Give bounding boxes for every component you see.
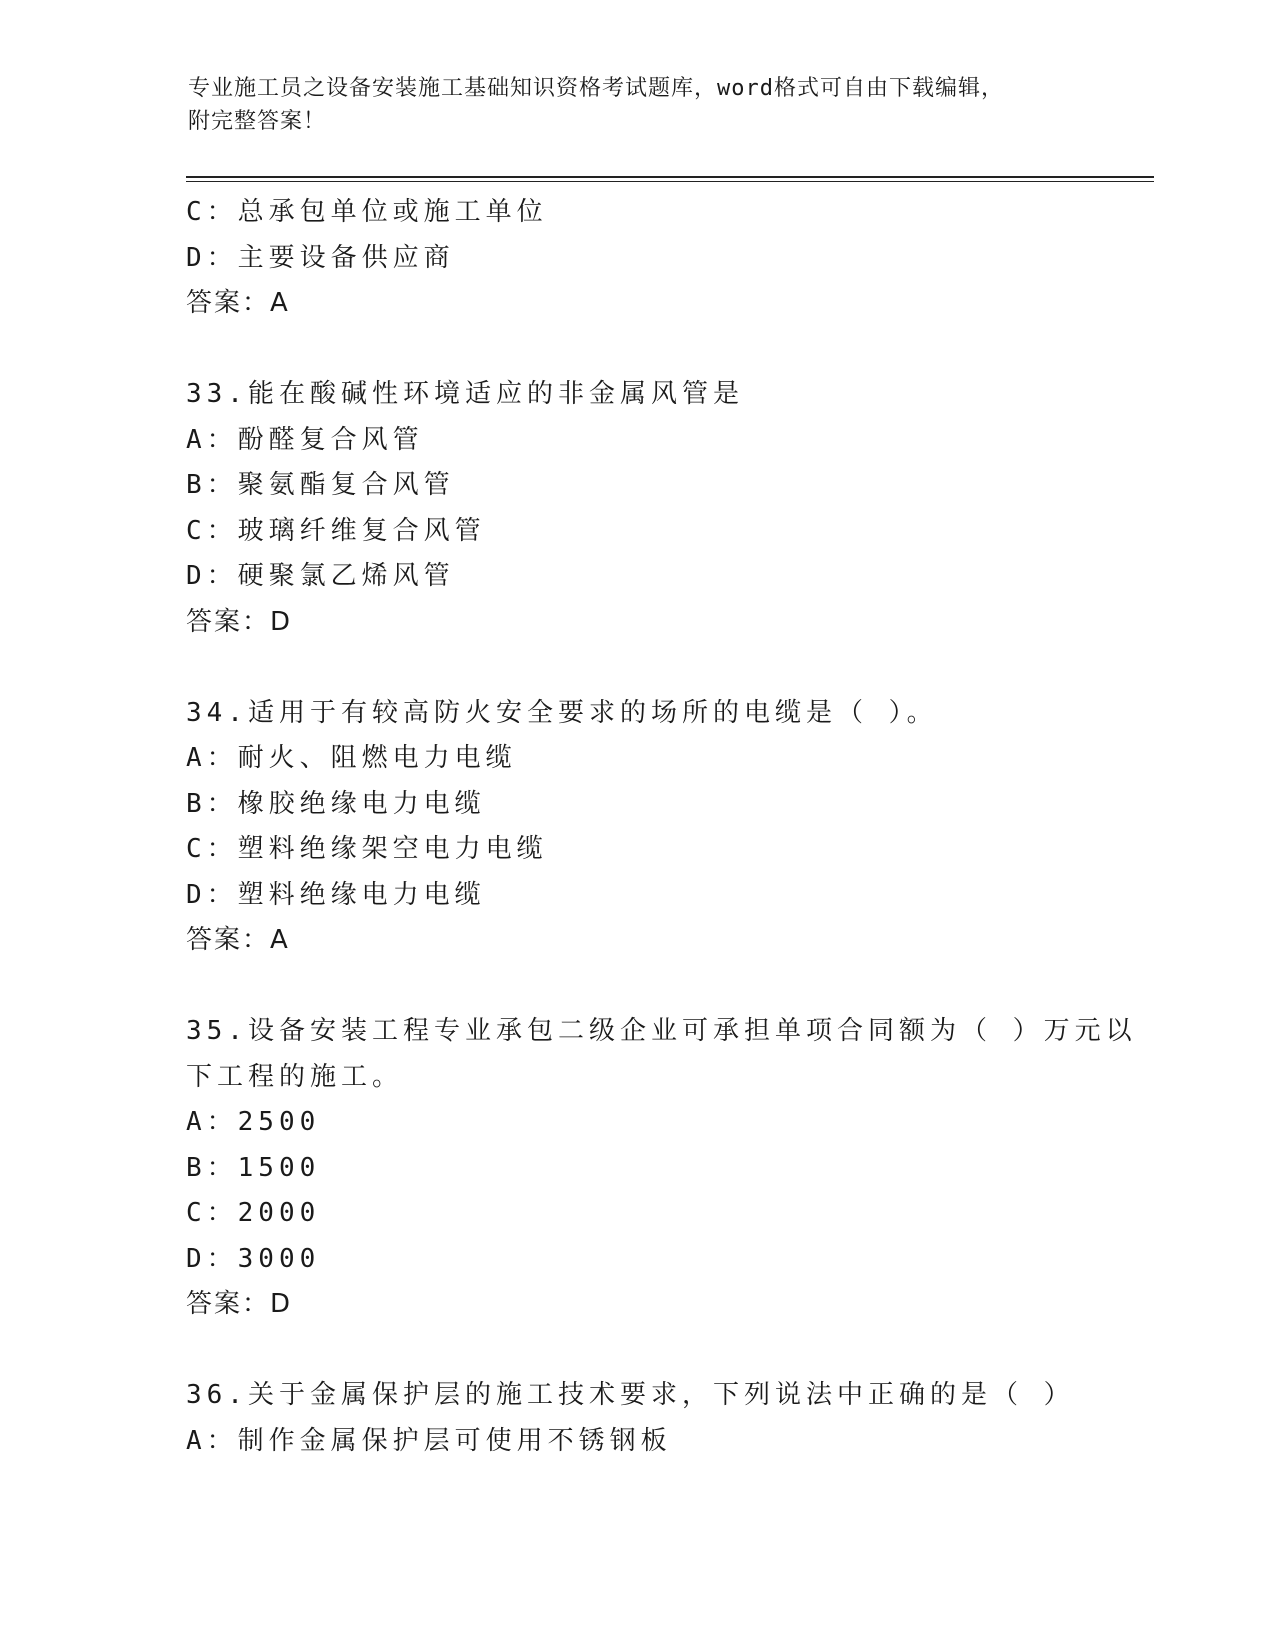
header-line-1: 专业施工员之设备安装施工基础知识资格考试题库，word格式可自由下载编辑， — [188, 76, 1004, 101]
question-text: 34.适用于有较高防火安全要求的场所的电缆是（ ）。 — [186, 697, 938, 728]
option-c: C：总承包单位或施工单位 — [186, 197, 548, 227]
question-text: 33.能在酸碱性环境适应的非金属风管是 — [186, 379, 744, 409]
option-b: B：橡胶绝缘电力电缆 — [186, 788, 486, 819]
spacer — [186, 1328, 1086, 1374]
option-b: B：聚氨酯复合风管 — [186, 470, 455, 500]
question-text: 36.关于金属保护层的施工技术要求，下列说法中正确的是（ ） — [186, 1380, 1075, 1410]
option-a: A：耐火、阻燃电力电缆 — [186, 743, 517, 773]
answer-label: 答案：D — [186, 1289, 293, 1319]
header-line-2: 附完整答案！ — [188, 109, 327, 134]
header-divider-thick — [186, 176, 1154, 178]
option-a: A：酚醛复合风管 — [186, 424, 424, 455]
option-b: B：1500 — [186, 1152, 321, 1183]
question-block-33 — [186, 372, 1086, 645]
question-block-36 — [186, 1373, 1086, 1464]
option-d: D：硬聚氯乙烯风管 — [186, 561, 455, 591]
spacer — [186, 964, 1086, 1010]
option-d: D：主要设备供应商 — [186, 242, 455, 273]
answer-label: 答案：A — [186, 925, 290, 955]
option-c: C：塑料绝缘架空电力电缆 — [186, 834, 548, 864]
answer-label: 答案：A — [186, 288, 290, 318]
question-block-32 — [186, 190, 1086, 327]
question-block-34 — [186, 691, 1086, 964]
option-d: D：塑料绝缘电力电缆 — [186, 879, 486, 910]
spacer — [186, 327, 1086, 373]
question-list — [186, 190, 1137, 1464]
question-text-line-2: 下工程的施工。 — [186, 1061, 404, 1092]
option-c: C：玻璃纤维复合风管 — [186, 515, 486, 546]
answer-label: 答案：D — [186, 606, 293, 637]
document-header — [188, 72, 1068, 138]
option-c: C：2000 — [186, 1198, 321, 1228]
option-a: A：制作金属保护层可使用不锈钢板 — [186, 1425, 672, 1456]
header-divider-thin — [186, 181, 1154, 182]
spacer — [186, 645, 1086, 691]
question-text-line-1: 35.设备安装工程专业承包二级企业可承担单项合同额为（ ）万元以 — [186, 1016, 1137, 1046]
question-block-35 — [186, 1009, 1137, 1328]
option-d: D：3000 — [186, 1243, 321, 1274]
option-a: A：2500 — [186, 1107, 321, 1137]
